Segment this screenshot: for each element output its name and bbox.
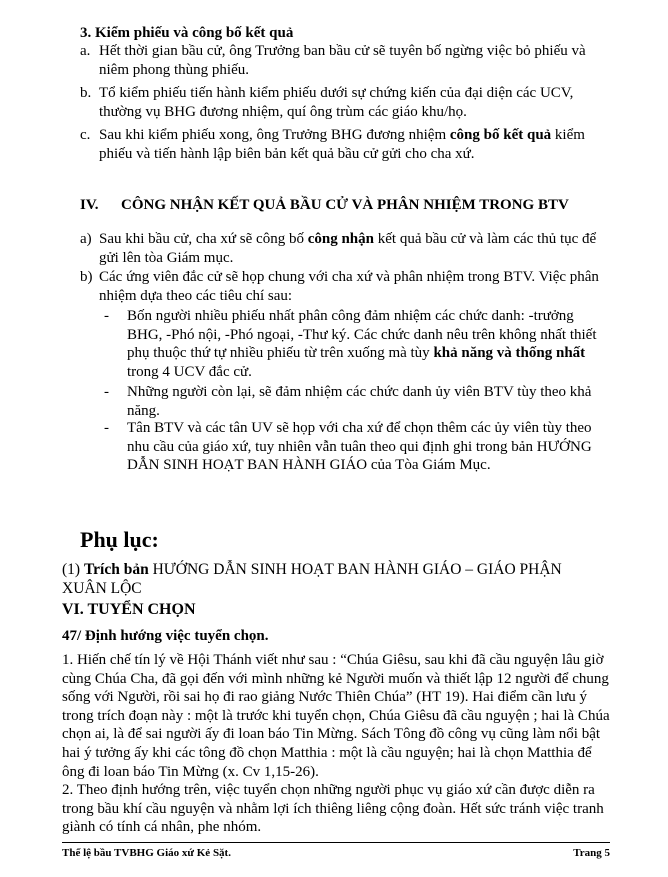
item-text: Tổ kiểm phiếu tiến hành kiểm phiếu dưới sự chứng kiến của đại diện các UCV, thường vụ BHG đương nhiệm, quí ông trùm các giáo khu/họ. <box>99 85 574 120</box>
section-3-item-a <box>80 42 610 79</box>
article-heading: 47/ Định hướng việc tuyển chọn. <box>62 628 269 644</box>
item-marker: b) <box>80 269 93 285</box>
sub-item-text: Tân BTV và các tân UV sẽ họp với cha xứ để chọn thêm các ủy viên tùy theo nhu cầu của giáo xứ, tuy nhiên vẫn tuân theo qui định ghi trong bản HƯỚNG DẪN SINH HOẠT BAN HÀNH GIÁO của Tòa Giám Mục. <box>127 420 592 474</box>
item-text: Các ứng viên đắc cử sẽ họp chung với cha xứ và phân nhiệm trong BTV. Việc phân nhiệm dựa theo các tiêu chí sau: <box>99 269 599 304</box>
item-marker: c. <box>80 127 91 143</box>
paragraph: 1. Hiến chế tín lý về Hội Thánh viết như sau : “Chúa Giêsu, sau khi đã cầu nguyện lâu giờ cùng Chúa Cha, đã gọi đến với mình những kẻ Người muốn và thiết lập 12 người để chung sống với Người, rồi sai họ đi rao giảng Nước Thiên Chúa” (HT 19). Hai điểm cần lưu ý trong trích đoạn này : một là trước khi tuyển chọn, Chúa Giêsu đã cầu nguyện ; hai là Chúa chọn ai, là để sai người ấy đi loan báo Tin Mừng. Sách Tông đồ công vụ cũng làm nổi bật hai ý tưởng ấy khi các tông đồ chọn Matthia : một là cầu nguyện; hai là chọn Matthia để ông đi loan báo Tin Mừng (x. Cv 1,15-26). <box>62 652 610 780</box>
section-4-item-b <box>80 268 610 305</box>
paragraph: 2. Theo định hướng trên, việc tuyển chọn những người phục vụ giáo xứ cần được diễn ra trong bầu khí cầu nguyện và nhằm lợi ích thiêng liêng cộng đoàn. Hết sức tránh việc tranh giành có tính cá nhân, phe nhóm. <box>62 782 604 836</box>
item-marker: b. <box>80 85 92 101</box>
section-title: CÔNG NHẬN KẾT QUẢ BẦU CỬ VÀ PHÂN NHIỆM TRONG BTV <box>121 197 569 213</box>
page-footer <box>62 846 610 860</box>
appendix-section-heading: VI. TUYỂN CHỌN <box>62 601 196 618</box>
section-3-item-b <box>80 84 610 121</box>
sub-item <box>99 419 611 475</box>
sub-item <box>99 383 611 420</box>
section-4-heading <box>80 196 620 215</box>
page-number: Trang 5 <box>573 847 610 859</box>
appendix-title: Phụ lục: <box>80 527 159 552</box>
item-text: Hết thời gian bầu cử, ông Trưởng ban bầu cử sẽ tuyên bố ngừng việc bỏ phiếu và niêm phong thùng phiếu. <box>99 43 586 78</box>
item-marker: a. <box>80 43 91 59</box>
footer-title: Thể lệ bầu TVBHG Giáo xứ Kẻ Sặt. <box>62 847 231 859</box>
dash-marker: - <box>104 308 109 324</box>
item-text: Sau khi kiểm phiếu xong, ông Trưởng BHG đương nhiệm công bố kết quả kiểm phiếu và tiến hành lập biên bản kết quả bầu cử gửi cho cha xứ. <box>99 127 585 162</box>
item-marker: a) <box>80 231 92 247</box>
section-number: IV. <box>80 197 99 213</box>
sub-item-text: Bốn người nhiều phiếu nhất phân công đảm nhiệm các chức danh: -trưởng BHG, -Phó nội, -Phó ngoại, -Thư ký. Các chức danh nêu trên không nhất thiết phụ thuộc thứ tự nhiều phiếu từ trên xuống mà tùy khả năng và thống nhất trong 4 UCV đắc cử. <box>127 308 597 380</box>
dash-marker: - <box>104 384 109 400</box>
dash-marker: - <box>104 420 109 436</box>
section-3-heading: 3. Kiểm phiếu và công bố kết quả <box>80 25 294 41</box>
sub-item-text: Những người còn lại, sẽ đảm nhiệm các chức danh ủy viên BTV tùy theo khả năng. <box>127 384 592 419</box>
section-3-item-c <box>80 126 610 163</box>
sub-item <box>99 307 611 381</box>
section-4-item-a <box>80 230 610 267</box>
footer-rule <box>62 842 610 843</box>
appendix-excerpt-line: (1) Trích bản HƯỚNG DẪN SINH HOẠT BAN HÀNH GIÁO – GIÁO PHẬN XUÂN LỘC <box>62 561 562 597</box>
item-text: Sau khi bầu cử, cha xứ sẽ công bố công nhận kết quả bầu cử và làm các thủ tục để gửi lên tòa Giám mục. <box>99 231 597 266</box>
